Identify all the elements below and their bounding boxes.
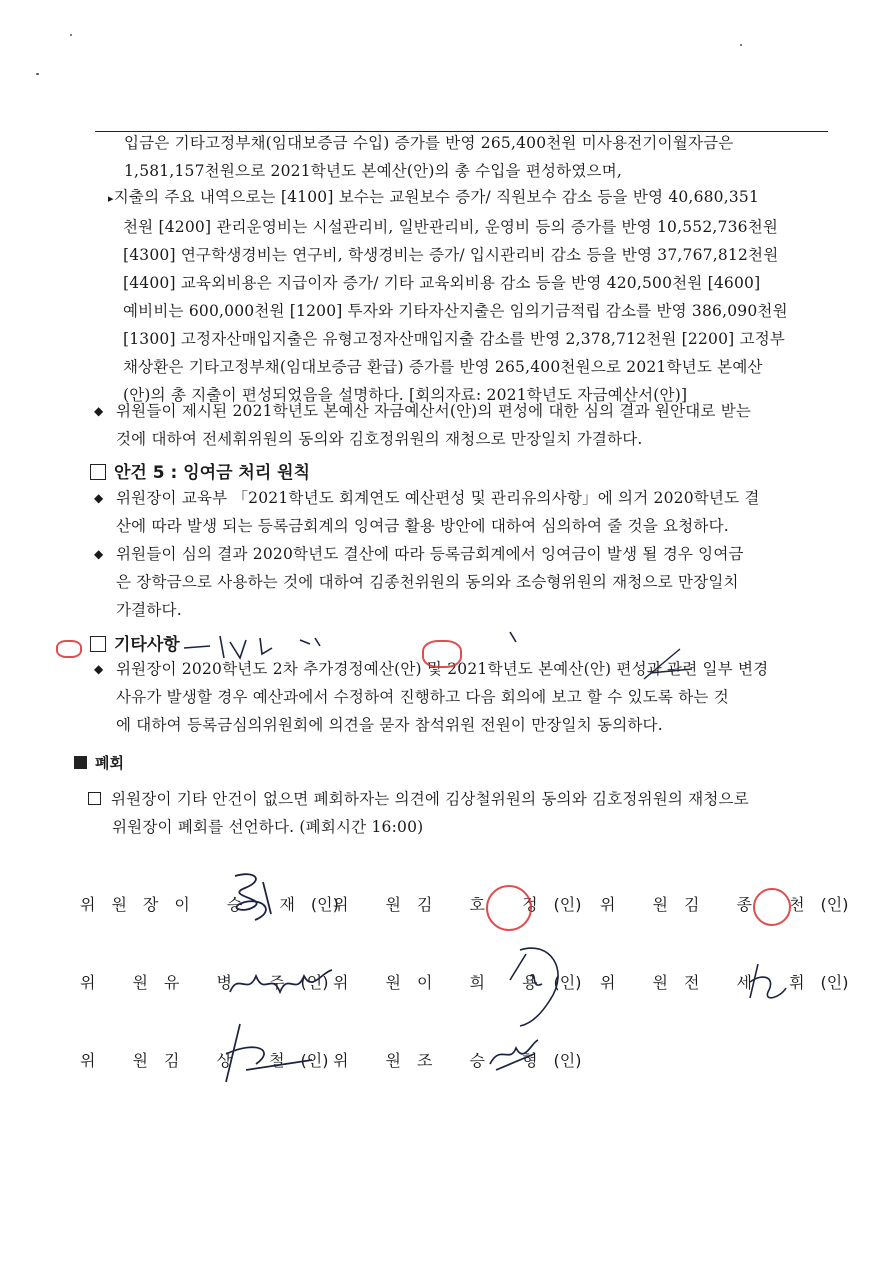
red-seal-stamp [486, 885, 532, 931]
text-line: 은 장학금으로 사용하는 것에 대하여 김종천위원의 동의와 조승형위원의 재청으로 만장일치 [116, 573, 739, 591]
seal-mark: (인) [300, 1051, 329, 1070]
handwritten-signature [490, 940, 570, 1030]
signature-entry [333, 1048, 582, 1071]
text-line: 위원장이 기타 안건이 없으면 폐회하자는 의견에 김상철위원의 동의와 김호정위원의 재청으로 [111, 790, 749, 808]
text-line: 채상환은 기타고정부채(임대보증금 환급) 증가를 반영 265,400천원으로 2021학년도 본예산 [123, 358, 763, 376]
checkbox-square-icon [90, 636, 106, 652]
signature-entry [80, 892, 339, 915]
text-line: 입금은 기타고정부채(임대보증금 수입) 증가를 반영 265,400천원 미사용전기이월자금은 [124, 134, 734, 152]
closing-paragraph [88, 785, 834, 841]
text-line: 위원들이 심의 결과 2020학년도 결산에 따라 등록금회계에서 잉여금이 발생 될 경우 잉여금 [116, 545, 744, 563]
signer-role: 위 원 [600, 973, 684, 992]
text-line-content: 지출의 주요 내역으로는 [4100] 보수는 교원보수 증가/ 직원보수 감소 등을 반영 40,680,351 [113, 188, 760, 206]
text-line: (안)의 총 지출이 편성되었음을 설명하다. [회의자료: 2021학년도 자금예산서(안)] [123, 386, 688, 404]
signer-name: 전 세 휘 [684, 973, 821, 992]
partial-seal-stamp [422, 640, 462, 668]
text-line: [4400] 교육외비용은 지급이자 증가/ 기타 교육외비용 감소 등을 반영 420,500천원 [4600] [123, 274, 761, 292]
text-line: 것에 대하여 전세휘위원의 동의와 김호정위원의 재청으로 만장일치 가결하다. [116, 430, 643, 448]
text-line: 사유가 발생할 경우 예산과에서 수정하여 진행하고 다음 회의에 보고 할 수 있도록 하는 것 [116, 688, 729, 706]
seal-mark: (인) [300, 973, 329, 992]
text-line: 에 대하여 등록금심의위원회에 의견을 묻자 참석위원 전원이 만장일치 동의하다. [116, 716, 663, 734]
filled-square-icon [74, 756, 87, 769]
checkbox-square-icon [88, 792, 101, 805]
diamond-bullet-icon: ◆ [94, 662, 104, 676]
closing-heading [74, 752, 124, 773]
other-heading [90, 630, 180, 655]
signer-role: 위 원 [333, 973, 417, 992]
seal-mark: (인) [553, 1051, 582, 1070]
handwritten-annotation [180, 628, 560, 668]
strikethrough-mark [640, 645, 700, 685]
checkbox-square-icon [90, 464, 106, 480]
signer-role: 위 원 [80, 1051, 164, 1070]
text-line [108, 183, 834, 213]
text-line: 천원 [4200] 관리운영비는 시설관리비, 일반관리비, 운영비 등의 증가를 반영 10,552,736천원 [123, 218, 779, 236]
agenda5-heading [90, 458, 310, 483]
handwritten-signature [216, 1020, 316, 1090]
handwritten-signature [486, 1034, 542, 1074]
expenditure-paragraph [108, 183, 834, 409]
agenda4-resolution [94, 397, 834, 453]
text-line: 위원들이 제시된 2021학년도 본예산 자금예산서(안)의 편성에 대한 심의 결과 원안대로 받는 [116, 402, 752, 420]
text-line: [1300] 고정자산매입지출은 유형고정자산매입지출 감소를 반영 2,378,712천원 [2200] 고정부 [123, 330, 786, 348]
agenda5-item [94, 484, 834, 540]
signer-name: 조 승 형 [417, 1051, 554, 1070]
scan-speck [36, 73, 39, 75]
diamond-bullet-icon: ◆ [94, 491, 104, 505]
text-line: 산에 따라 발생 되는 등록금회계의 잉여금 활용 방안에 대하여 심의하여 줄 것을 요청하다. [116, 517, 729, 535]
diamond-bullet-icon: ◆ [94, 547, 104, 561]
signer-name: 김 종 천 [684, 895, 821, 914]
text-line: 가결하다. [116, 601, 182, 619]
seal-mark: (인) [310, 895, 339, 914]
scan-speck [70, 34, 72, 36]
text-line: [4300] 연구학생경비는 연구비, 학생경비는 증가/ 입시관리비 감소 등을 반영 37,767,812천원 [123, 246, 779, 264]
handwritten-signature [215, 868, 285, 928]
partial-seal-stamp [56, 640, 82, 658]
signer-name: 이 승 재 [174, 895, 311, 914]
signer-role: 위 원 [80, 973, 164, 992]
signer-name: 김 상 철 [164, 1051, 301, 1070]
text-line: 1,581,157천원으로 2021학년도 본예산(안)의 총 수입을 편성하였으며, [124, 162, 622, 180]
text-line: 위원장이 2020학년도 2차 추가경정예산(안) 및 2021학년도 본예산(안) 편성과 관련 일부 변경 [116, 660, 769, 678]
text-line: 위원장이 교육부 「2021학년도 회계연도 예산편성 및 관리유의사항」에 의거 2020학년도 결 [116, 489, 760, 507]
seal-mark: (인) [553, 895, 582, 914]
signer-name: 유 병 주 [164, 973, 301, 992]
agenda5-item [94, 540, 834, 624]
signer-role: 위 원 [333, 895, 417, 914]
diamond-bullet-icon: ◆ [94, 404, 104, 418]
signer-name: 김 호 정 [417, 895, 554, 914]
handwritten-signature [228, 962, 338, 1002]
signer-name: 이 희 용 [417, 973, 554, 992]
red-seal-stamp [753, 888, 791, 926]
text-line: 위원장이 폐회를 선언하다. (폐회시간 16:00) [112, 818, 424, 836]
seal-mark: (인) [553, 973, 582, 992]
signer-role: 위 원 [600, 895, 684, 914]
text-line: 예비비는 600,000천원 [1200] 투자와 기타자산지출은 임의기금적립 감소를 반영 386,090천원 [123, 302, 788, 320]
agenda5-title: 안건 5 : 잉여금 처리 원칙 [114, 463, 311, 483]
signature-entry [600, 970, 849, 993]
signer-role: 위 원 [333, 1051, 417, 1070]
other-title: 기타사항 [114, 635, 180, 655]
signature-row [0, 1048, 893, 1078]
signature-entry [600, 892, 849, 915]
scan-speck [740, 44, 742, 46]
revenue-continuation [124, 129, 834, 185]
signer-role: 위원장 [80, 895, 175, 914]
seal-mark: (인) [820, 895, 849, 914]
signature-entry [333, 892, 582, 915]
closing-title: 폐회 [95, 754, 124, 772]
seal-mark: (인) [820, 973, 849, 992]
arrow-marker: ▸ [108, 192, 114, 205]
handwritten-signature [740, 958, 790, 1008]
